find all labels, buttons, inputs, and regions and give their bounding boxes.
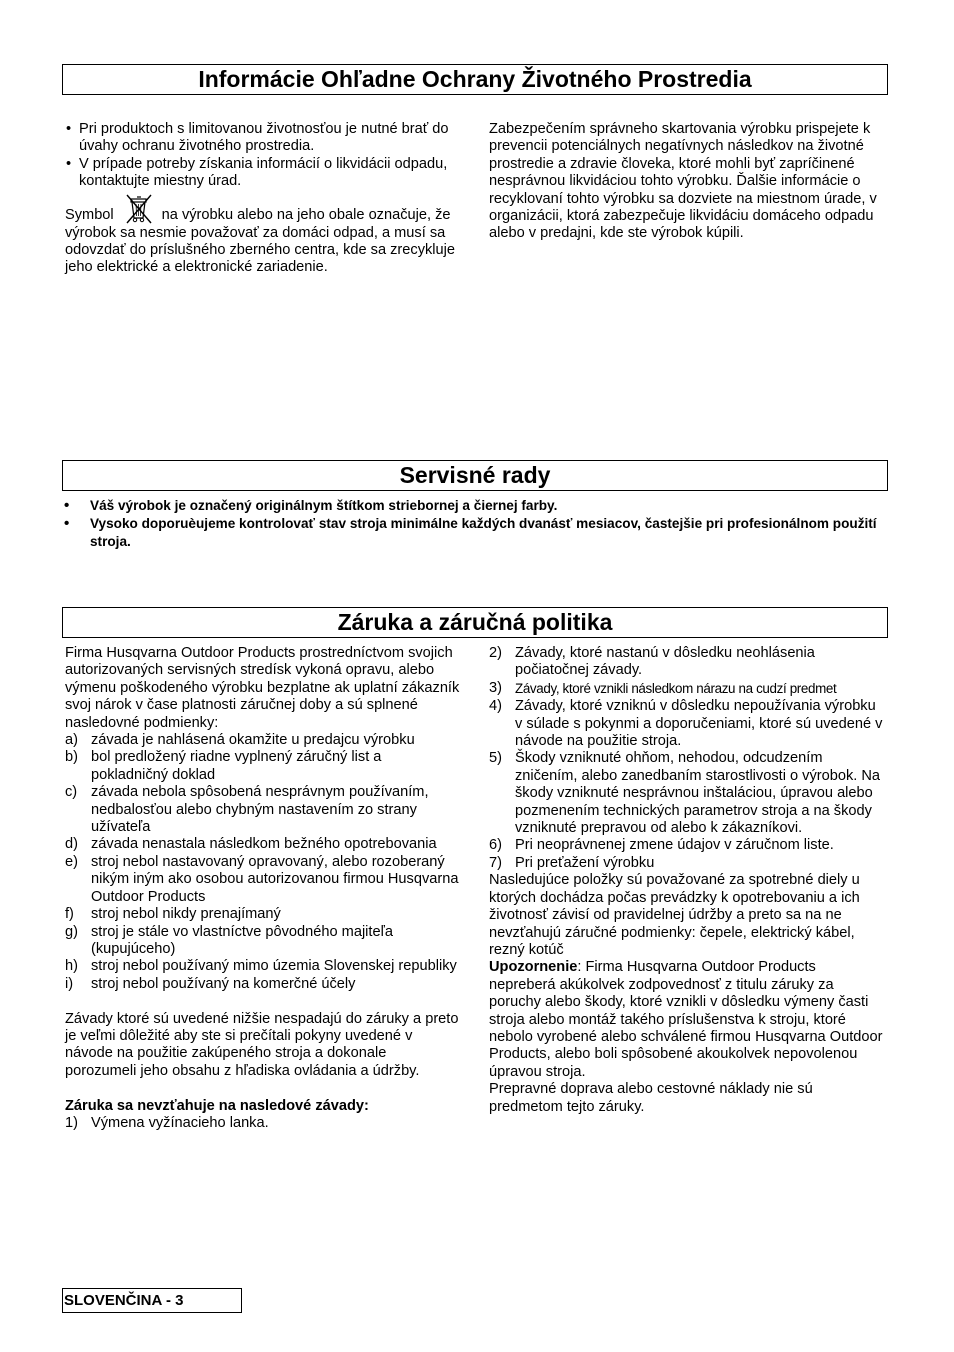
list-text: Škody vzniknuté ohňom, nehodou, odcudzením zničením, alebo zanedbaním starostlivosti o výrobok. Na škody vzniknuté nesprávnou inštaláciou, úpravou alebo pozmenením technických parametrov stroja a na škody vzniknuté prepravou od alebo k zákazníkovi. — [515, 750, 881, 837]
service-section-title: Servisné rady — [62, 460, 888, 491]
notice-label: Upozornenie — [489, 959, 578, 976]
symbol-text: na výrobku alebo na jeho obale označuje, že výrobok sa nesmie považovať za domáci odpad, a musí sa odovzdať do príslušného zberného centra, kde sa zrecykluje jeho elektrické a elektronické zariadenie. — [65, 206, 456, 276]
list-item — [65, 924, 461, 959]
list-text: stroj nebol nikdy prenajímaný — [91, 906, 281, 923]
list-text: Výmena vyžínacieho lanka. — [91, 1114, 269, 1131]
exclusions-list-continued — [489, 645, 885, 872]
list-marker: i) — [65, 975, 74, 992]
service-bullet-list — [62, 497, 888, 551]
list-item — [65, 732, 461, 749]
environment-right-column — [489, 121, 885, 243]
list-marker: d) — [65, 836, 78, 853]
list-text: závada je nahlásená okamžite u predajcu výrobku — [91, 732, 415, 749]
warranty-left-column — [65, 645, 461, 1132]
disposal-paragraph: Zabezpečením správneho skartovania výrobku prispejete k prevencii potenciálnych negatívnych následkov na životné prostredie a zdravie človeka, ktoré mohli byť zapríčinené nesprávnou likvidáciou tohto výrobku. Ďalšie informácie o recyklovaní tohto výrobku sa dozviete na miestnom úrade, v organizácii, ktorá zabezpečuje likvidáciu domáceho odpadu alebo v predajni, kde ste výrobok kúpili. — [489, 121, 877, 242]
page-footer-label: SLOVENČINA - 3 — [62, 1288, 242, 1313]
list-item — [65, 976, 461, 993]
list-item: • Pri produktoch s limitovanou životnosťou je nutné brať do úvahy ochranu životného prostredia. — [65, 121, 457, 156]
list-item — [65, 906, 461, 923]
list-item — [489, 698, 885, 750]
list-text: Závady, ktoré vznikli následkom nárazu na cudzí predmet — [515, 680, 837, 696]
crossed-out-wheelie-bin-icon — [122, 191, 156, 225]
list-text: stroj je stále vo vlastníctve pôvodného majiteľa (kupujúceho) — [91, 923, 393, 957]
spacer — [65, 993, 461, 1010]
symbol-paragraph — [65, 205, 457, 277]
list-marker: 3) — [489, 679, 502, 696]
list-text: stroj nebol nastavovaný opravovaný, alebo rozoberaný nikým iným ako osobou autorizovanou firmou Husqvarna Outdoor Products — [91, 853, 459, 905]
list-text: stroj nebol používaný na komerčné účely — [91, 975, 356, 992]
list-text: závada nebola spôsobená nesprávnym používaním, nedbalosťou alebo chybným nastavením zo strany užívateľa — [91, 784, 429, 836]
list-item — [65, 1115, 461, 1132]
list-text: stroj nebol používaný mimo územia Slovenskej republiky — [91, 958, 457, 975]
list-marker: 5) — [489, 750, 502, 767]
symbol-prefix: Symbol — [65, 206, 114, 223]
list-marker: g) — [65, 923, 78, 940]
warranty-intro: Firma Husqvarna Outdoor Products prostredníctvom svojich autorizovaných servisných stredísk vykoná opravu, alebo výmenu poškodeného výrobku bezplatne ak uplatní zákazník svoj nárok v čase platnosti záručnej doby a sú splnené nasledovné podmienky: — [65, 645, 460, 731]
list-marker: h) — [65, 958, 78, 975]
list-text: Pri preťažení výrobku — [515, 854, 655, 871]
list-marker: e) — [65, 853, 78, 870]
list-marker: 6) — [489, 837, 502, 854]
exclusions-note: Závady ktoré sú uvedené nižšie nespadajú do záruky a preto je veľmi dôležité aby ste si prečítali pokyny uvedené v návode na použitie zakúpeného stroja a dokonale porozumeli jeho obsahu z hľadiska ovládania a údržby. — [65, 1010, 459, 1079]
list-item — [65, 749, 461, 784]
list-text: Závady, ktoré nastanú v dôsledku neohlásenia počiatočnej závady. — [515, 645, 815, 679]
list-item — [65, 958, 461, 975]
environment-left-column — [65, 121, 457, 277]
transport-paragraph: Prepravné doprava alebo cestovné náklady nie sú predmetom tejto záruky. — [489, 1081, 813, 1115]
list-marker: a) — [65, 732, 78, 749]
list-item — [489, 680, 885, 698]
list-item — [489, 645, 885, 680]
list-text: závada nenastala následkom bežného opotrebovania — [91, 836, 437, 853]
list-item: • V prípade potreby získania informácií o likvidácii odpadu, kontaktujte miestny úrad. — [65, 156, 457, 191]
exclusions-list-start — [65, 1115, 461, 1132]
list-item: • Váš výrobok je označený originálnym štítkom striebornej a čiernej farby. — [62, 497, 888, 515]
list-marker: 1) — [65, 1114, 78, 1131]
notice-paragraph — [489, 959, 885, 1081]
list-item — [489, 855, 885, 872]
list-text: Závady, ktoré vzniknú v dôsledku nepoužívania výrobku v súlade s pokynmi a doporučeniami, ktoré sú uvedené v návode na použitie stroja. — [515, 698, 883, 750]
notice-text: : Firma Husqvarna Outdoor Products nepreberá akúkolvek zodpovednosť z titulu záruky za poruchy alebo škody, ktoré vznikli v dôsledku výmeny časti stroja alebo montáž takého príslušenstva k stroju, ktoré nebolo vyrobené alebo schválené firmou Husqvarna Outdoor Products, alebo boli spôsobené akoukolvek nepovolenou úpravou stroja. — [489, 959, 883, 1080]
list-item — [65, 836, 461, 853]
list-marker: 7) — [489, 854, 502, 871]
list-item — [65, 854, 461, 906]
exclusions-heading: Záruka sa nevzťahuje na nasledové závady: — [65, 1097, 369, 1114]
list-text: Pri neoprávnenej zmene údajov v záručnom liste. — [515, 837, 834, 854]
warranty-section-title: Záruka a záručná politika — [62, 607, 888, 638]
list-marker: f) — [65, 906, 74, 923]
list-text: bol predložený riadne vyplnený záručný list a pokladničný doklad — [91, 749, 382, 783]
environment-section-title: Informácie Ohľadne Ochrany Životného Prostredia — [62, 64, 888, 95]
warranty-conditions-list — [65, 732, 461, 993]
list-item — [489, 837, 885, 854]
environment-bullet-list — [65, 121, 457, 191]
warranty-right-column — [489, 645, 885, 1116]
wear-parts-paragraph: Nasledujúce položky sú považované za spotrebné diely u ktorých dochádza počas prevádzky k opotrebovaniu a ich životnosť závisí od pravidelnej údržby a preto sa na ne nevzťahujú záručné podmienky: čepele, elektrický kábel, rezný kotúč — [489, 872, 860, 958]
list-marker: c) — [65, 784, 78, 801]
list-marker: 2) — [489, 645, 502, 661]
list-item — [65, 784, 461, 836]
spacer — [65, 1080, 461, 1097]
list-item: • Vysoko doporuèujeme kontrolovať stav stroja minimálne každých dvanásť mesiacov, častejšie pri profesionálnom použití stroja. — [62, 515, 888, 551]
list-marker: b) — [65, 749, 78, 766]
list-item — [489, 750, 885, 837]
list-marker: 4) — [489, 698, 502, 715]
